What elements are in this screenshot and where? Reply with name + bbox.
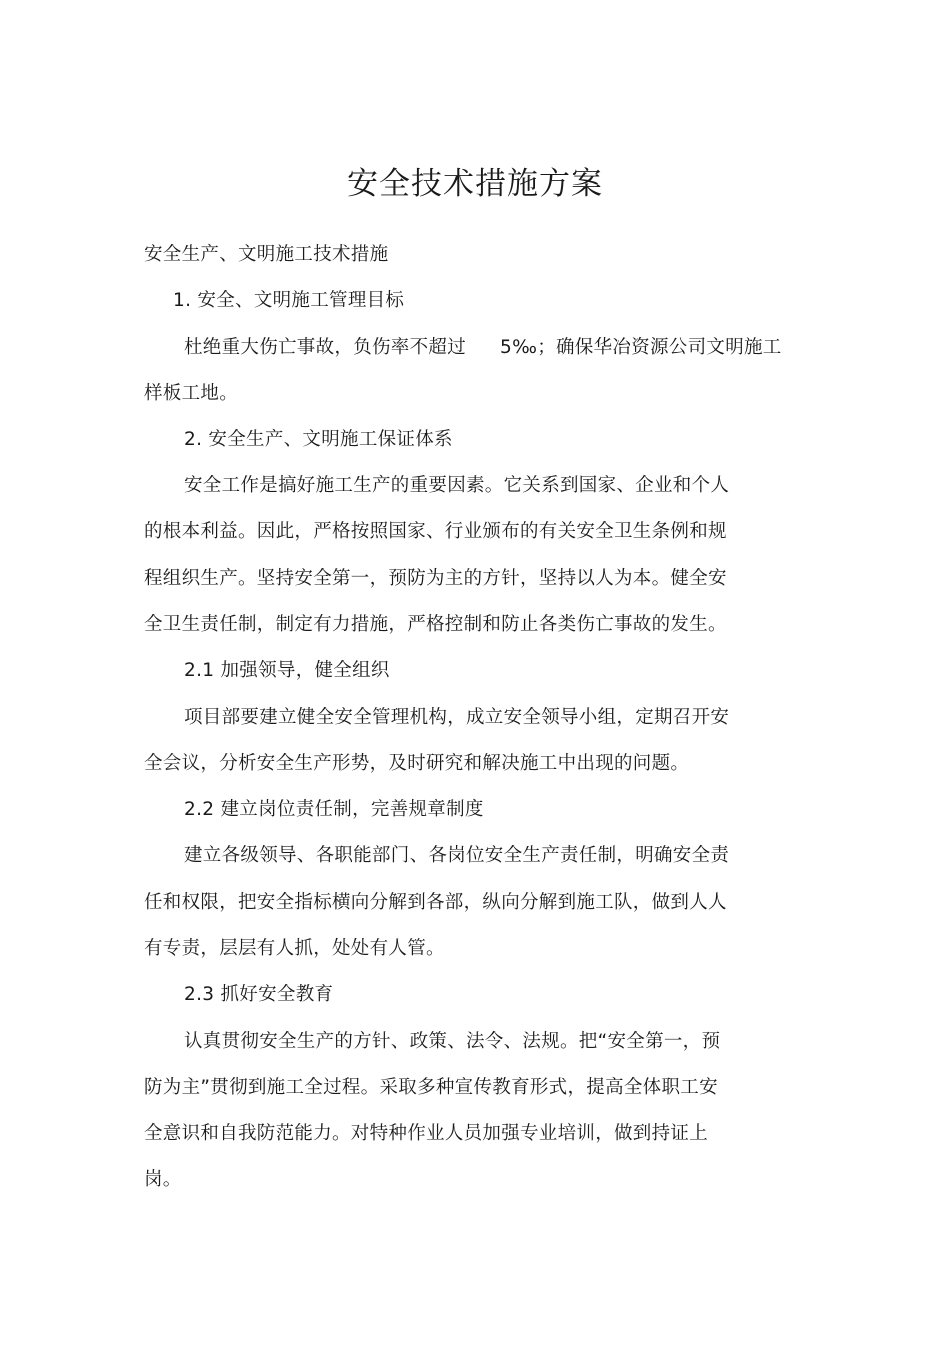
- subsection-heading-1: 1. 安全、文明施工管理目标: [173, 290, 405, 311]
- paragraph-line: [184, 335, 782, 361]
- paragraph-line: 安全工作是搞好施工生产的重要因素。它关系到国家、企业和个人: [184, 475, 730, 496]
- paragraph-line: 有专责，层层有人抓，处处有人管。: [144, 938, 445, 959]
- paragraph-line: 岗。: [144, 1169, 182, 1190]
- paragraph-line: 任和权限，把安全指标横向分解到各部，纵向分解到施工队，做到人人: [144, 892, 727, 913]
- subsection-heading-2-3: 2.3 抓好安全教育: [184, 984, 334, 1005]
- paragraph-line: 防为主”贯彻到施工全过程。采取多种宣传教育形式，提高全体职工安: [144, 1077, 718, 1098]
- document-title: 安全技术措施方案: [347, 166, 603, 202]
- paragraph-line: 全意识和自我防范能力。对特种作业人员加强专业培训，做到持证上: [144, 1123, 709, 1144]
- paragraph-line: 全卫生责任制，制定有力措施，严格控制和防止各类伤亡事故的发生。: [144, 614, 727, 635]
- subsection-heading-2: 2. 安全生产、文明施工保证体系: [184, 429, 453, 450]
- paragraph-line: 项目部要建立健全安全管理机构，成立安全领导小组，定期召开安: [184, 707, 730, 728]
- paragraph-line: 建立各级领导、各职能部门、各岗位安全生产责任制，明确安全责: [184, 845, 730, 866]
- subsection-heading-2-1: 2.1 加强领导，健全组织: [184, 660, 390, 681]
- paragraph-line: 认真贯彻安全生产的方针、政策、法令、法规。把“安全第一，预: [184, 1031, 721, 1052]
- section-heading: 安全生产、文明施工技术措施: [144, 244, 389, 265]
- paragraph-line: 程组织生产。坚持安全第一，预防为主的方针，坚持以人为本。健全安: [144, 568, 727, 589]
- paragraph-line: 的根本利益。因此，严格按照国家、行业颁布的有关安全卫生条例和规: [144, 521, 727, 542]
- subsection-heading-2-2: 2.2 建立岗位责任制，完善规章制度: [184, 799, 484, 820]
- paragraph-line: 全会议，分析安全生产形势，及时研究和解决施工中出现的问题。: [144, 753, 690, 774]
- text-fragment: 杜绝重大伤亡事故，负伤率不超过: [184, 337, 467, 358]
- text-fragment: 5‰；确保华冶资源公司文明施工: [500, 337, 782, 358]
- paragraph-line: 样板工地。: [144, 383, 239, 404]
